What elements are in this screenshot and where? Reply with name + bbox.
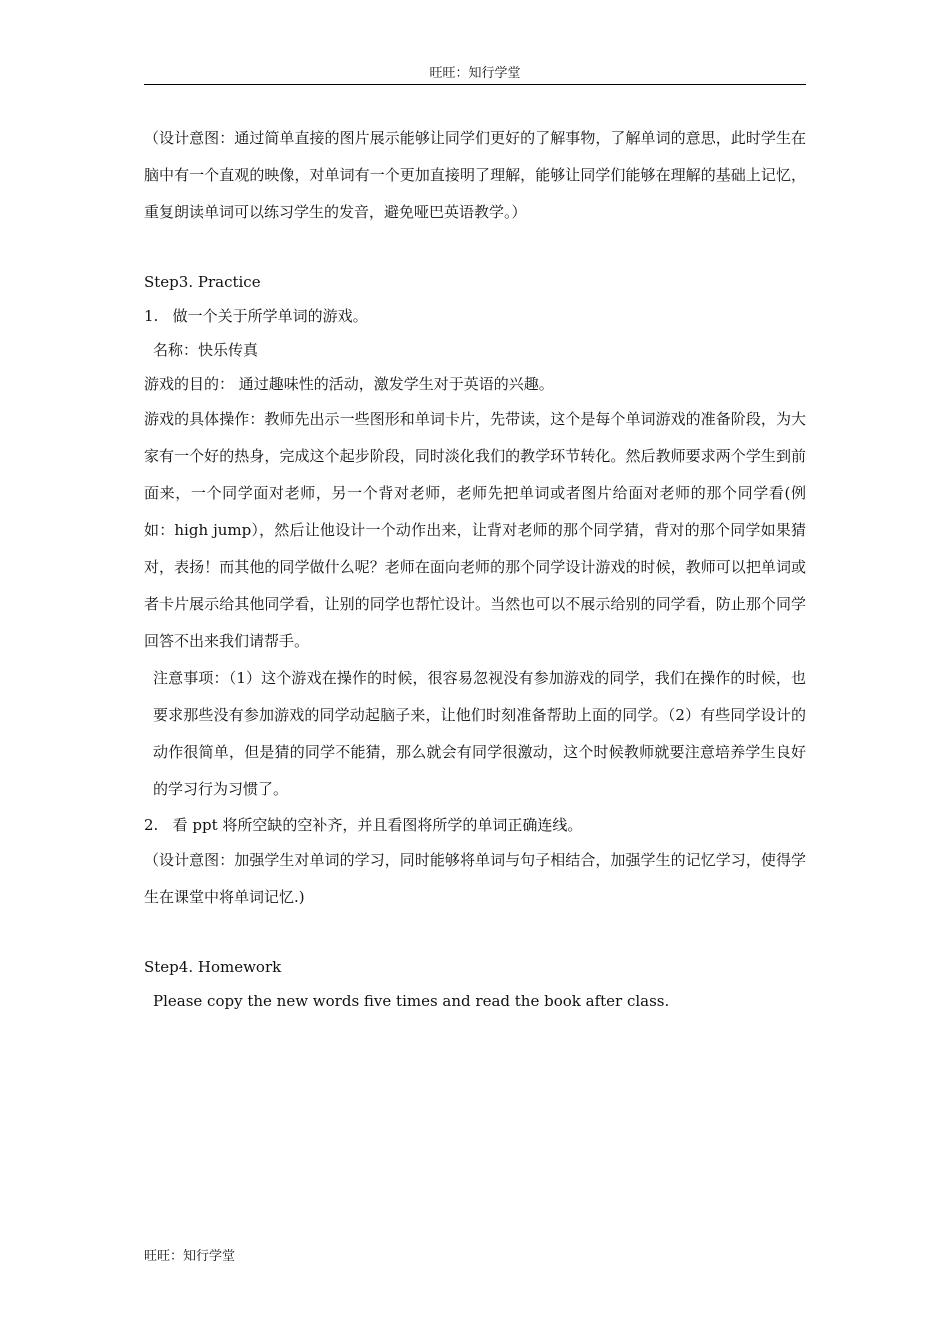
step3-heading: Step3. Practice bbox=[144, 273, 261, 291]
header-divider bbox=[144, 84, 806, 85]
step3-item-1: 1. 做一个关于所学单词的游戏。 bbox=[144, 307, 368, 325]
game-purpose: 游戏的目的： 通过趣味性的活动，激发学生对于英语的兴趣。 bbox=[144, 375, 554, 393]
page-header: 旺旺：知行学堂 bbox=[429, 66, 521, 81]
step4-heading: Step4. Homework bbox=[144, 958, 282, 976]
game-name: 名称：快乐传真 bbox=[153, 341, 259, 359]
homework-text: Please copy the new words five times and read the book after class. bbox=[153, 992, 670, 1010]
spacer bbox=[144, 916, 806, 950]
design-intent-2-paragraph: （设计意图：加强学生对单词的学习，同时能够将单词与句子相结合，加强学生的记忆学习，使得学生在课堂中将单词记忆.) bbox=[144, 851, 806, 906]
page-footer: 旺旺：知行学堂 bbox=[144, 1249, 236, 1264]
step3-item-2: 2. 看 ppt 将所空缺的空补齐，并且看图将所学的单词正确连线。 bbox=[144, 816, 583, 834]
game-notes-paragraph: 注意事项：（1）这个游戏在操作的时候，很容易忽视没有参加游戏的同学，我们在操作的时候，也要求那些没有参加游戏的同学动起脑子来，让他们时刻准备帮助上面的同学。（2）有些同学设计的动作很简单，但是猜的同学不能猜，那么就会有同学很激动，这个时候教师就要注意培养学生良好的学习行为习惯了。 bbox=[153, 669, 806, 798]
design-intent-paragraph: （设计意图：通过简单直接的图片展示能够让同学们更好的了解事物，了解单词的意思，此时学生在脑中有一个直观的映像，对单词有一个更加直接明了理解，能够让同学们能够在理解的基础上记忆，重复朗读单词可以练习学生的发音，避免哑巴英语教学。） bbox=[144, 129, 806, 221]
spacer bbox=[144, 231, 806, 265]
document-body bbox=[144, 120, 806, 1018]
game-steps-paragraph: 游戏的具体操作：教师先出示一些图形和单词卡片，先带读，这个是每个单词游戏的准备阶段，为大家有一个好的热身，完成这个起步阶段，同时淡化我们的教学环节转化。然后教师要求两个学生到前面来，一个同学面对老师，另一个背对老师，老师先把单词或者图片给面对老师的那个同学看(例如：high jump），然后让他设计一个动作出来，让背对老师的那个同学猜，背对的那个同学如果猜对，表扬！而其他的同学做什么呢？老师在面向老师的那个同学设计游戏的时候，教师可以把单词或者卡片展示给其他同学看，让别的同学也帮忙设计。当然也可以不展示给别的同学看，防止那个同学回答不出来我们请帮手。 bbox=[144, 410, 806, 650]
